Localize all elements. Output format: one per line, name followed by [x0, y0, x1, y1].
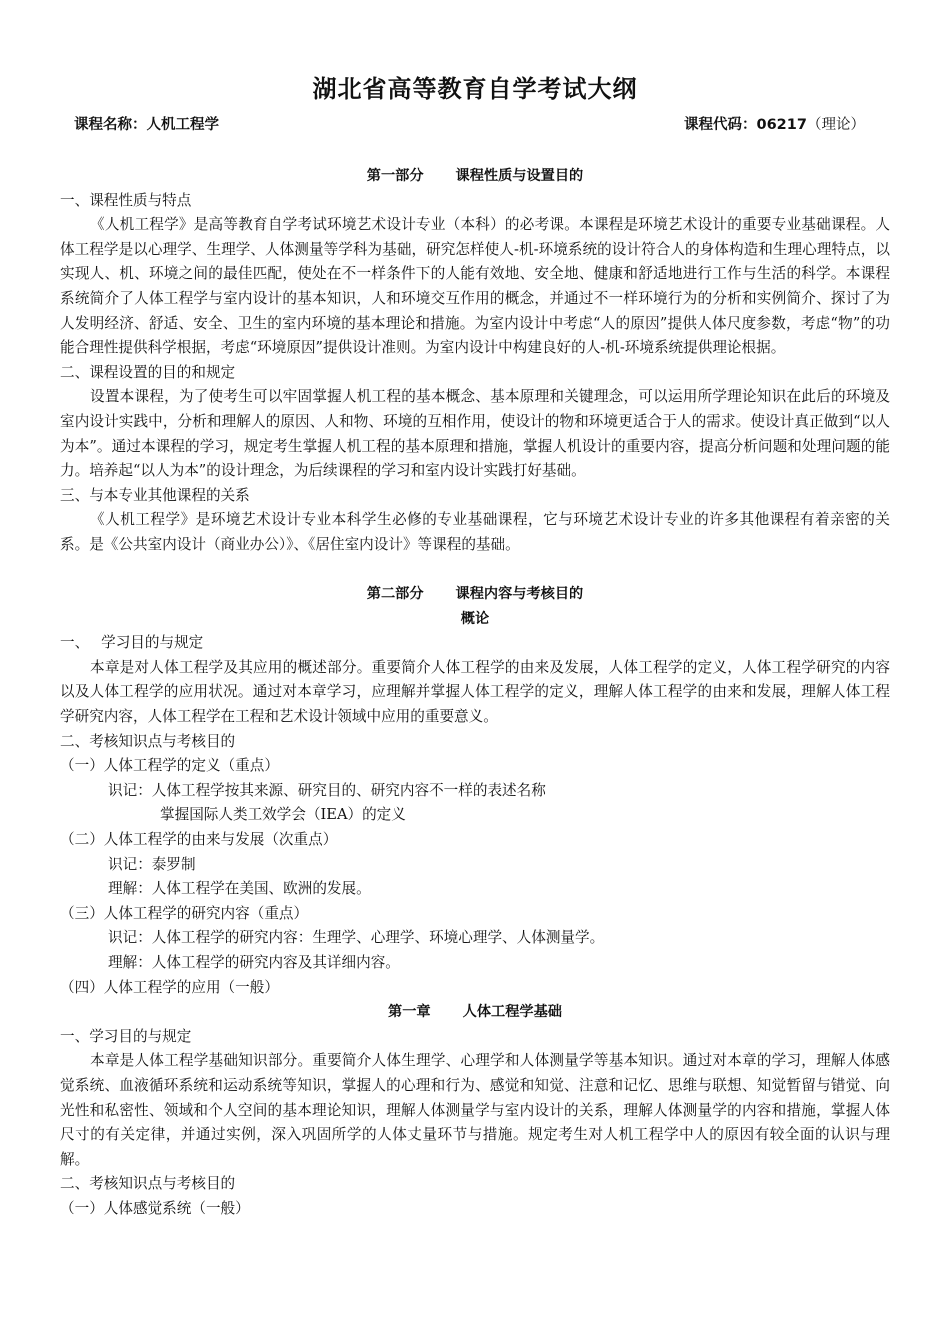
- chapter1-heading: [60, 1000, 890, 1025]
- course-name: 课程名称：人机工程学: [74, 117, 219, 133]
- knowledge-point-2-understand: 理解：人体工程学在美国、欧洲的发展。: [108, 880, 371, 898]
- knowledge-point-4: （四）人体工程学的应用（一般）: [60, 978, 279, 996]
- part1-section1-paragraph: 《人机工程学》是高等教育自学考试环境艺术设计专业（本科）的必考课。本课程是环境艺术设计的重要专业基础课程。人体工程学是以心理学、生理学、人体测量等学科为基础，研究怎样使人-机-环境系统的设计符合人的身体构造和生理心理特点，以实现人、机、环境之间的最佳匹配，使处在不一样条件下的人能有效地、安全地、健康和舒适地进行工作与生活的科学。本课程系统简介了人体工程学与室内设计的基本知识，人和环境交互作用的概念，并通过不一样环境行为的分析和实例简介、探讨了为人发明经济、舒适、安全、卫生的室内环境的基本理论和措施。为室内设计中考虑“人的原因”提供人体尺度参数，考虑“物”的功能合理性提供科学根据，考虑“环境原因”提供设计准则。为室内设计中构建良好的人-机-环境系统提供理论根据。: [60, 216, 890, 357]
- knowledge-point-1-master: 掌握国际人类工效学会（IEA）的定义: [160, 806, 406, 824]
- chapter1-heading-text: 人体工程学基础: [462, 1004, 562, 1021]
- part2-heading-number: 第二部分: [366, 586, 424, 603]
- knowledge-point-3: （三）人体工程学的研究内容（重点）: [60, 904, 309, 922]
- part2-heading: [60, 582, 890, 607]
- part1-heading-number: 第一部分: [366, 168, 424, 184]
- chapter1-section2-title: 二、考核知识点与考核目的: [60, 1175, 236, 1193]
- knowledge-point-3-recall: 识记：人体工程学的研究内容：生理学、心理学、环境心理学、人体测量学。: [108, 929, 605, 947]
- part1-section1-title: 一、课程性质与特点: [60, 191, 192, 209]
- intro-section1-paragraph: 本章是对人体工程学及其应用的概述部分。重要简介人体工程学的由来及发展，人体工程学的定义，人体工程学研究的内容以及人体工程学的应用状况。通过对本章学习，应理解并掌握人体工程学的定义，理解人体工程学的由来和发展，理解人体工程学研究内容，人体工程学在工程和艺术设计领域中应用的重要意义。: [60, 658, 890, 726]
- document-body: [60, 164, 890, 1222]
- part1-section3-paragraph: 《人机工程学》是环境艺术设计专业本科学生必修的专业基础课程，它与环境艺术设计专业的许多其他课程有着亲密的关系。是《公共室内设计（商业办公）》、《居住室内设计》等课程的基础。: [60, 511, 890, 553]
- part1-section3-title: 三、与本专业其他课程的关系: [60, 486, 250, 504]
- course-type: （理论）: [806, 117, 865, 133]
- knowledge-point-2-recall: 识记：泰罗制: [108, 855, 196, 873]
- intro-section2-title: 二、考核知识点与考核目的: [60, 732, 236, 750]
- part1-section2-title: 二、课程设置的目的和规定: [60, 363, 236, 381]
- knowledge-point-2: （二）人体工程学的由来与发展（次重点）: [60, 831, 338, 849]
- knowledge-point-1-recall: 识记：人体工程学按其来源、研究目的、研究内容不一样的表述名称: [108, 781, 546, 799]
- course-code: 课程代码：06217: [684, 117, 807, 133]
- document-title: 湖北省高等教育自学考试大纲: [312, 75, 638, 103]
- chapter1-heading-number: 第一章: [388, 1004, 431, 1021]
- knowledge-point-3-understand: 理解：人体工程学的研究内容及其详细内容。: [108, 954, 400, 971]
- part1-heading-text: 课程性质与设置目的: [455, 168, 584, 184]
- chapter1-section1-title: 一、学习目的与规定: [60, 1027, 192, 1045]
- intro-heading: 概论: [460, 610, 490, 627]
- chapter1-section1-paragraph: 本章是人体工程学基础知识部分。重要简介人体生理学、心理学和人体测量学等基本知识。通过对本章的学习，理解人体感觉系统、血液循环系统和运动系统等知识，掌握人的心理和行为、感觉和知觉、注意和记忆、思维与联想、知觉暂留与错觉、向光性和私密性、领域和个人空间的基本理论知识，理解人体测量学与室内设计的关系，理解人体测量学的内容和措施，掌握人体尺寸的有关定律，并通过实例，深入巩固所学的人体丈量环节与措施。规定考生对人机工程学中人的原因有较全面的认识与理解。: [60, 1052, 890, 1168]
- course-code-block: [684, 114, 865, 136]
- part1-heading: [60, 164, 890, 189]
- part1-section2-paragraph: 设置本课程，为了使考生可以牢固掌握人机工程的基本概念、基本原理和关键理念，可以运用所学理论知识在此后的环境及室内设计实践中，分析和理解人的原因、人和物、环境的互相作用，使设计的物和环境更适合于人的需求。使设计真正做到“以人为本”。通过本课程的学习，规定考生掌握人机工程的基本原理和措施，掌握人机设计的重要内容，提高分析问题和处理问题的能力。培养起“以人为本”的设计理念，为后续课程的学习和室内设计实践打好基础。: [60, 388, 890, 480]
- knowledge-point-1: （一）人体工程学的定义（重点）: [60, 757, 279, 775]
- part2-heading-text: 课程内容与考核目的: [455, 586, 584, 603]
- chapter1-knowledge-point-1: （一）人体感觉系统（一般）: [60, 1199, 250, 1217]
- intro-section1-title: 一、 学习目的与规定: [60, 634, 204, 652]
